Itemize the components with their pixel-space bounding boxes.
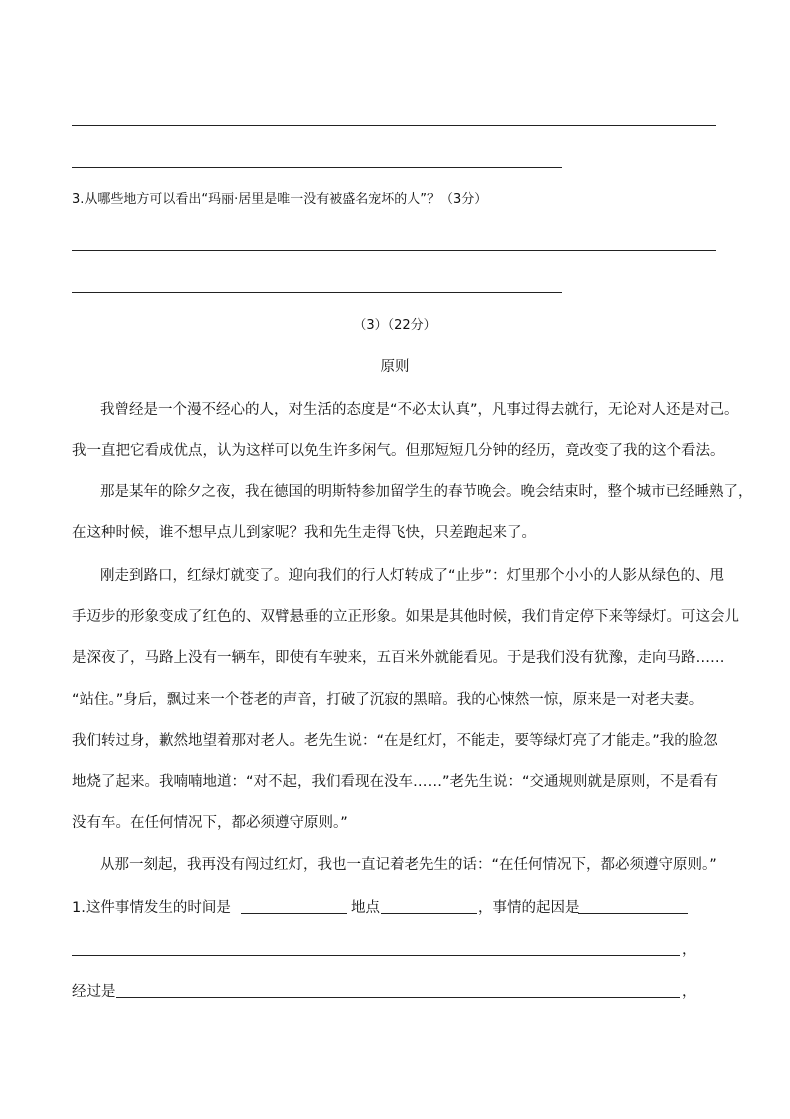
answer-blank-process[interactable] (116, 997, 680, 998)
question-1-time-label: 1.这件事情发生的时间是 (72, 900, 231, 916)
passage-line: 没有车。在任何情况下，都必须遵守原则。” (72, 815, 348, 831)
answer-blank-cause-continued[interactable] (72, 955, 680, 956)
comma: ， (682, 942, 697, 958)
passage-line: 我曾经是一个漫不经心的人，对生活的态度是“不必太认真”，凡事过得去就行，无论对人还是对己。 (100, 402, 739, 418)
passage-line: “站住。”身后，飘过来一个苍老的声音，打破了沉寂的黑暗。我的心悚然一惊，原来是一对老夫妻。 (72, 692, 704, 708)
answer-line (72, 125, 716, 126)
question-1-cause-label: ，事情的起因是 (478, 900, 580, 916)
passage-line: 刚走到路口，红绿灯就变了。迎向我们的行人灯转成了“止步”：灯里那个小小的人影从绿色的、甩 (100, 568, 725, 584)
answer-line (72, 167, 562, 168)
passage-line: 地烧了起来。我喃喃地道：“对不起，我们看现在没车……”老先生说：“交通规则就是原则，不是看有 (72, 774, 719, 790)
passage-line: 我们转过身，歉然地望着那对老人。老先生说：“在是红灯，不能走，要等绿灯亮了才能走。”我的脸忽 (72, 733, 718, 749)
answer-blank-cause[interactable] (578, 913, 688, 914)
answer-blank-place[interactable] (381, 913, 477, 914)
question-3-prompt: 3.从哪些地方可以看出“玛丽·居里是唯一没有被盛名宠坏的人”？（3分） (72, 192, 488, 207)
question-1-process-label: 经过是 (72, 984, 116, 1000)
question-1-place-label: 地点 (351, 900, 380, 916)
passage-line: 从那一刻起，我再没有闯过红灯，我也一直记着老先生的话：“在任何情况下，都必须遵守原则。” (100, 857, 717, 873)
passage-line: 是深夜了，马路上没有一辆车，即使有车驶来，五百米外就能看见。于是我们没有犹豫，走向马路…… (72, 650, 725, 666)
section-heading: （3）（22分） (353, 318, 437, 333)
passage-line: 我一直把它看成优点，认为这样可以免生许多闲气。但那短短几分钟的经历，竟改变了我的这个看法。 (72, 443, 725, 459)
answer-blank-time[interactable] (241, 913, 347, 914)
passage-line: 手迈步的形象变成了红色的、双臂悬垂的立正形象。如果是其他时候，我们肯定停下来等绿灯。可这会儿 (72, 609, 739, 625)
comma: ， (682, 984, 697, 1000)
passage-line: 那是某年的除夕之夜，我在德国的明斯特参加留学生的春节晚会。晚会结束时，整个城市已经睡熟了， (100, 484, 753, 500)
passage-line: 在这种时候，谁不想早点儿到家呢？我和先生走得飞快，只差跑起来了。 (72, 525, 536, 541)
answer-line (72, 250, 716, 251)
passage-title: 原则 (380, 359, 410, 375)
answer-line (72, 292, 562, 293)
